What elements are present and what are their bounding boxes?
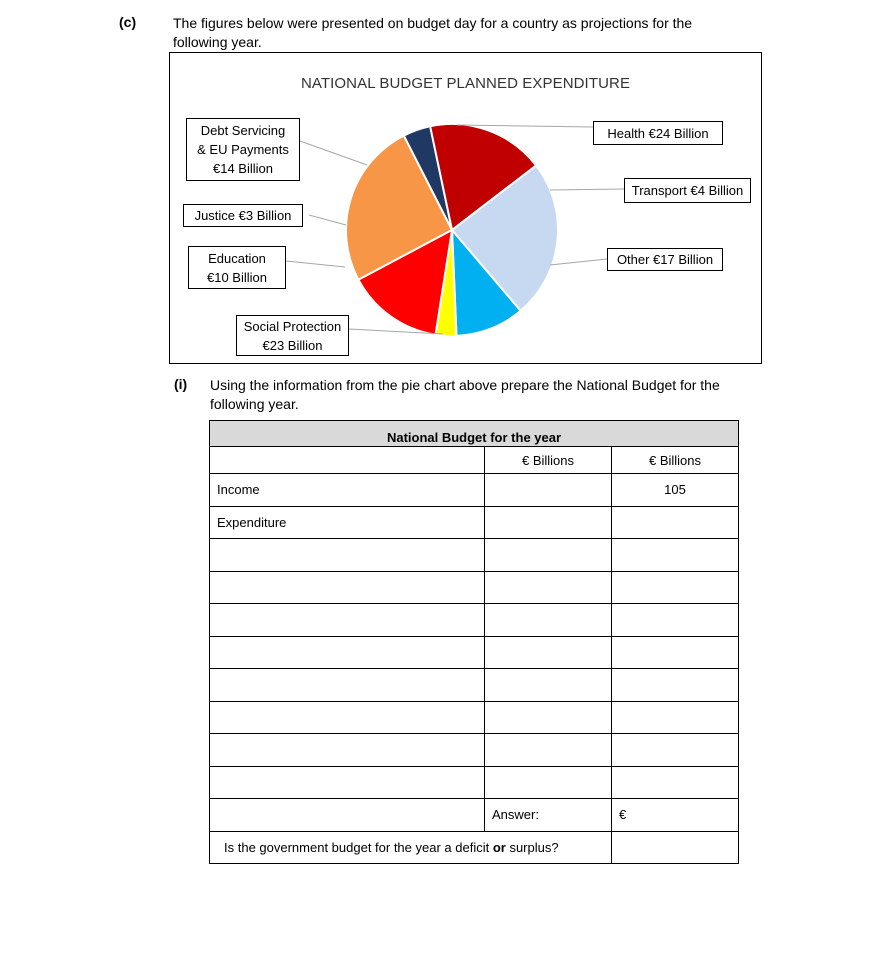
label-health [593, 121, 723, 145]
blank-cell[interactable] [485, 571, 612, 604]
blank-cell[interactable] [612, 604, 739, 637]
expenditure-label: Expenditure [210, 506, 485, 539]
answer-blank-cell[interactable] [210, 799, 485, 832]
leader-line-education [286, 261, 345, 267]
deficit-surplus-question [210, 831, 612, 864]
blank-cell[interactable] [210, 669, 485, 702]
units-blank-cell[interactable] [210, 447, 485, 474]
table-units-row [210, 447, 739, 474]
label-education-line1: Education [208, 250, 266, 266]
label-debt-line3: €14 Billion [213, 161, 273, 176]
leader-line-justice [309, 215, 346, 225]
leader-line-other [550, 259, 607, 265]
label-justice-line1: Justice €3 Billion [194, 208, 292, 223]
deficit-surplus-answer-cell[interactable] [612, 831, 739, 864]
sub-question-text [210, 376, 770, 414]
blank-cell[interactable] [210, 571, 485, 604]
label-transport [624, 178, 751, 203]
blank-cell[interactable] [210, 636, 485, 669]
blank-cell[interactable] [612, 701, 739, 734]
sub-question-label: (i) [174, 376, 188, 392]
table-row [210, 636, 739, 669]
blank-cell[interactable] [612, 766, 739, 799]
label-social-line1: Social Protection [243, 318, 342, 334]
blank-cell[interactable] [485, 701, 612, 734]
blank-cell[interactable] [485, 734, 612, 767]
blank-cell[interactable] [210, 539, 485, 572]
table-header-row [210, 421, 739, 447]
answer-currency[interactable]: € [612, 799, 739, 832]
label-education [188, 246, 286, 289]
final-question-pre: Is the government budget for the year a deficit [224, 839, 493, 855]
question-part-label: (c) [119, 14, 137, 30]
blank-cell[interactable] [210, 766, 485, 799]
expenditure-row [210, 506, 739, 539]
blank-cell[interactable] [612, 669, 739, 702]
blank-cell[interactable] [485, 636, 612, 669]
income-row [210, 474, 739, 507]
label-education-line2: €10 Billion [207, 269, 267, 285]
label-social-protection [236, 315, 349, 356]
label-justice [183, 204, 303, 227]
income-value: 105 [612, 474, 739, 507]
table-row [210, 539, 739, 572]
budget-table [209, 420, 739, 864]
blank-cell[interactable] [612, 636, 739, 669]
table-row [210, 734, 739, 767]
label-debt-servicing [186, 118, 300, 181]
answer-row [210, 799, 739, 832]
question-intro-line2: following year. [173, 34, 262, 50]
col3-header: € Billions [612, 447, 739, 474]
question-intro [173, 14, 773, 52]
blank-cell[interactable] [210, 734, 485, 767]
label-debt-line2: & EU Payments [197, 142, 289, 157]
instruction-line2: following year. [210, 396, 299, 412]
deficit-surplus-row [210, 831, 739, 864]
label-health-line1: Health €24 Billion [607, 125, 709, 141]
blank-cell[interactable] [485, 766, 612, 799]
expenditure-col3-cell[interactable] [612, 506, 739, 539]
final-question-post: surplus? [505, 839, 559, 855]
blank-cell[interactable] [612, 571, 739, 604]
income-label: Income [210, 474, 485, 507]
final-question-bold: or [492, 839, 506, 855]
table-row [210, 571, 739, 604]
label-other-line1: Other €17 Billion [616, 252, 714, 267]
blank-cell[interactable] [612, 734, 739, 767]
blank-cell[interactable] [210, 604, 485, 637]
question-intro-line1: The figures below were presented on budget day for a country as projections for the [173, 15, 693, 31]
blank-cell[interactable] [612, 539, 739, 572]
label-other [607, 248, 723, 271]
table-title: National Budget for the year [210, 421, 739, 447]
leader-line-transport [550, 189, 624, 190]
table-row [210, 669, 739, 702]
blank-cell[interactable] [485, 539, 612, 572]
label-debt-line1: Debt Servicing [200, 123, 286, 138]
label-social-line2: €23 Billion [262, 337, 323, 353]
chart-title: NATIONAL BUDGET PLANNED EXPENDITURE [300, 75, 631, 92]
leader-line-debt [300, 141, 367, 165]
blank-cell[interactable] [210, 701, 485, 734]
blank-cell[interactable] [485, 604, 612, 637]
instruction-line1: Using the information from the pie chart above prepare the National Budget for the [210, 377, 720, 393]
pie-chart-frame [169, 52, 762, 364]
answer-label: Answer: [485, 799, 612, 832]
label-transport-line1: Transport €4 Billion [631, 183, 744, 198]
table-row [210, 766, 739, 799]
table-row [210, 701, 739, 734]
expenditure-col2-cell[interactable] [485, 506, 612, 539]
table-row [210, 604, 739, 637]
col2-header: € Billions [485, 447, 612, 474]
blank-cell[interactable] [485, 669, 612, 702]
income-col2-cell[interactable] [485, 474, 612, 507]
